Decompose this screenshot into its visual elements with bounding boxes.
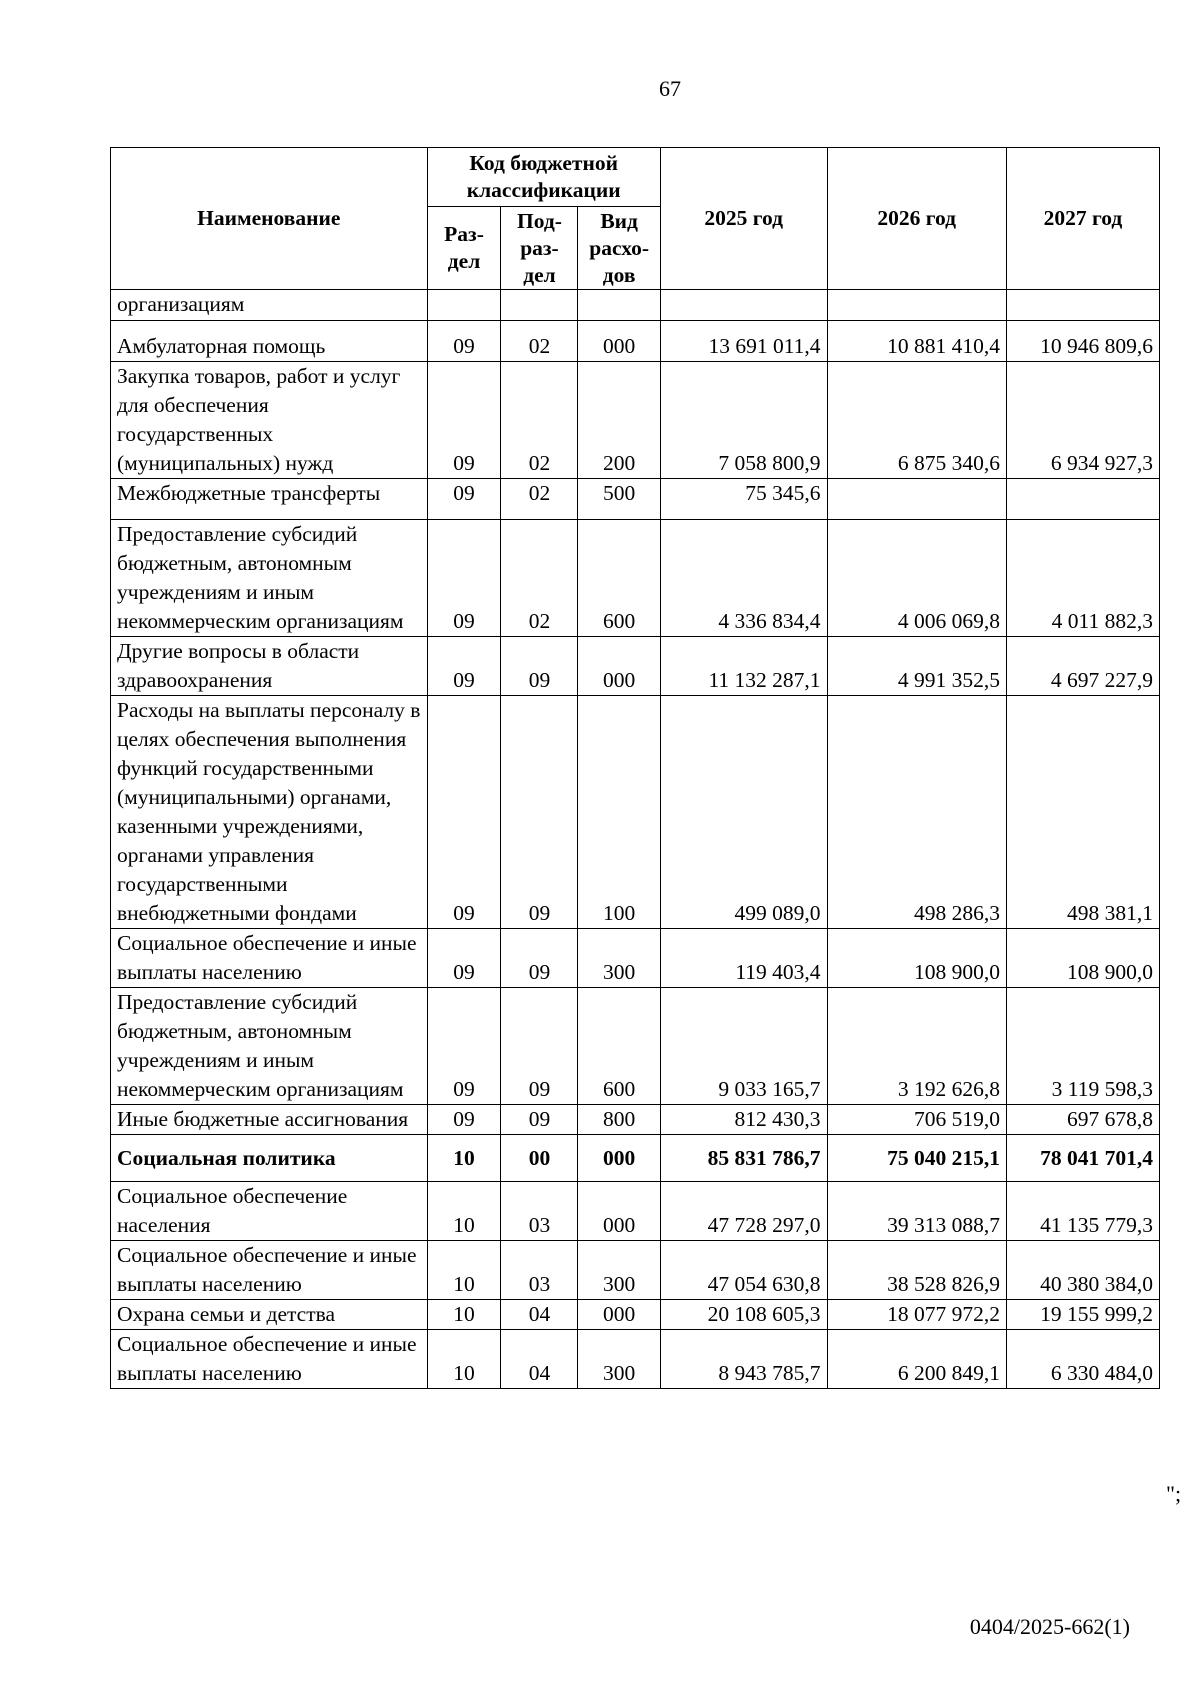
cell-name: Иные бюджетные ассигнования	[111, 1105, 428, 1135]
cell-section: 10	[427, 1135, 501, 1182]
cell-2027: 78 041 701,4	[1006, 1135, 1159, 1182]
cell-section: 09	[427, 929, 501, 988]
cell-2025: 13 691 011,4	[660, 321, 827, 362]
cell-subsection: 03	[501, 1241, 578, 1300]
table-row	[111, 321, 1160, 362]
cell-section: 09	[427, 479, 501, 520]
cell-2026: 3 192 626,8	[827, 988, 1006, 1105]
cell-2027: 697 678,8	[1006, 1105, 1159, 1135]
header-code-group: Код бюджетной классификации	[427, 148, 660, 207]
cell-subsection: 04	[501, 1330, 578, 1389]
cell-expense-type: 000	[578, 1182, 660, 1241]
table-row	[111, 520, 1160, 637]
table-row	[111, 1182, 1160, 1241]
cell-2027: 3 119 598,3	[1006, 988, 1159, 1105]
cell-2027: 6 330 484,0	[1006, 1330, 1159, 1389]
cell-name: Охрана семьи и детства	[111, 1300, 428, 1330]
cell-2026: 18 077 972,2	[827, 1300, 1006, 1330]
budget-table	[110, 147, 1160, 1389]
cell-2027: 6 934 927,3	[1006, 362, 1159, 479]
cell-2025: 47 054 630,8	[660, 1241, 827, 1300]
cell-name: Социальное обеспечение и иные выплаты населению	[111, 1241, 428, 1300]
cell-expense-type: 200	[578, 362, 660, 479]
table-row	[111, 1105, 1160, 1135]
cell-2027: 4 697 227,9	[1006, 637, 1159, 696]
cell-section: 09	[427, 988, 501, 1105]
cell-section: 10	[427, 1182, 501, 1241]
cell-2027: 498 381,1	[1006, 696, 1159, 929]
cell-section: 09	[427, 637, 501, 696]
cell-name: Предоставление субсидий бюджетным, автономным учреждениям и иным некоммерческим организациям	[111, 988, 428, 1105]
cell-name: Социальное обеспечение и иные выплаты населению	[111, 1330, 428, 1389]
header-2026: 2026 год	[827, 148, 1006, 290]
cell-section: 09	[427, 520, 501, 637]
cell-2025: 7 058 800,9	[660, 362, 827, 479]
cell-name: Социальное обеспечение населения	[111, 1182, 428, 1241]
header-2027: 2027 год	[1006, 148, 1159, 290]
table-row	[111, 1241, 1160, 1300]
cell-section: 10	[427, 1300, 501, 1330]
cell-subsection: 04	[501, 1300, 578, 1330]
cell-2025: 9 033 165,7	[660, 988, 827, 1105]
cell-2026	[827, 479, 1006, 520]
header-section: Раз- дел	[427, 207, 501, 290]
table-row	[111, 637, 1160, 696]
cell-2027: 4 011 882,3	[1006, 520, 1159, 637]
cell-subsection: 09	[501, 1105, 578, 1135]
table-row	[111, 362, 1160, 479]
cell-2026: 4 991 352,5	[827, 637, 1006, 696]
cell-2026: 75 040 215,1	[827, 1135, 1006, 1182]
cell-subsection: 09	[501, 988, 578, 1105]
cell-2026: 6 200 849,1	[827, 1330, 1006, 1389]
cell-empty	[427, 290, 501, 321]
cell-name: Межбюджетные трансферты	[111, 479, 428, 520]
cell-expense-type: 100	[578, 696, 660, 929]
cell-name: Социальное обеспечение и иные выплаты населению	[111, 929, 428, 988]
cell-expense-type: 600	[578, 520, 660, 637]
cell-name: Другие вопросы в области здравоохранения	[111, 637, 428, 696]
cell-2026: 4 006 069,8	[827, 520, 1006, 637]
cell-2026: 706 519,0	[827, 1105, 1006, 1135]
cell-2025: 85 831 786,7	[660, 1135, 827, 1182]
cell-expense-type: 000	[578, 1135, 660, 1182]
cell-2026: 498 286,3	[827, 696, 1006, 929]
cell-2027: 19 155 999,2	[1006, 1300, 1159, 1330]
cell-2027: 10 946 809,6	[1006, 321, 1159, 362]
cell-2025: 8 943 785,7	[660, 1330, 827, 1389]
cell-section: 10	[427, 1330, 501, 1389]
cell-section: 09	[427, 362, 501, 479]
cell-expense-type: 800	[578, 1105, 660, 1135]
cell-name: Предоставление субсидий бюджетным, автономным учреждениям и иным некоммерческим организациям	[111, 520, 428, 637]
cell-2025: 20 108 605,3	[660, 1300, 827, 1330]
cell-subsection: 02	[501, 479, 578, 520]
cell-empty	[578, 290, 660, 321]
cell-2025: 812 430,3	[660, 1105, 827, 1135]
cell-empty	[1006, 290, 1159, 321]
cell-2027: 40 380 384,0	[1006, 1241, 1159, 1300]
cell-expense-type: 600	[578, 988, 660, 1105]
header-2025: 2025 год	[660, 148, 827, 290]
cell-2025: 499 089,0	[660, 696, 827, 929]
cell-2027: 108 900,0	[1006, 929, 1159, 988]
cell-2025: 75 345,6	[660, 479, 827, 520]
closing-quote-mark: ";	[1166, 1481, 1182, 1506]
cell-section: 09	[427, 696, 501, 929]
cell-subsection: 00	[501, 1135, 578, 1182]
cell-subsection: 02	[501, 321, 578, 362]
cell-name: Закупка товаров, работ и услуг для обеспечения государственных (муниципальных) нужд	[111, 362, 428, 479]
cell-expense-type: 300	[578, 1330, 660, 1389]
cell-subsection: 09	[501, 637, 578, 696]
cell-2025: 47 728 297,0	[660, 1182, 827, 1241]
cell-subsection: 02	[501, 362, 578, 479]
document-code: 0404/2025-662(1)	[969, 1614, 1130, 1639]
cell-subsection: 09	[501, 696, 578, 929]
cell-2026: 38 528 826,9	[827, 1241, 1006, 1300]
cell-name: Социальная политика	[111, 1135, 428, 1182]
cell-2027	[1006, 479, 1159, 520]
cell-subsection: 03	[501, 1182, 578, 1241]
cell-name: организациям	[111, 290, 428, 321]
table-row	[111, 696, 1160, 929]
cell-expense-type: 300	[578, 1241, 660, 1300]
cell-empty	[660, 290, 827, 321]
cell-2025: 4 336 834,4	[660, 520, 827, 637]
cell-expense-type: 000	[578, 637, 660, 696]
cell-section: 10	[427, 1241, 501, 1300]
table-row	[111, 479, 1160, 520]
cell-2027: 41 135 779,3	[1006, 1182, 1159, 1241]
cell-2025: 119 403,4	[660, 929, 827, 988]
cell-empty	[827, 290, 1006, 321]
table-row	[111, 1300, 1160, 1330]
table-row	[111, 929, 1160, 988]
cell-expense-type: 300	[578, 929, 660, 988]
cell-section: 09	[427, 321, 501, 362]
cell-subsection: 02	[501, 520, 578, 637]
table-row	[111, 988, 1160, 1105]
cell-2026: 108 900,0	[827, 929, 1006, 988]
page-number: 67	[659, 76, 681, 101]
cell-subsection: 09	[501, 929, 578, 988]
cell-2026: 6 875 340,6	[827, 362, 1006, 479]
cell-2026: 39 313 088,7	[827, 1182, 1006, 1241]
cell-2026: 10 881 410,4	[827, 321, 1006, 362]
cell-name: Амбулаторная помощь	[111, 321, 428, 362]
cell-empty	[501, 290, 578, 321]
header-name: Наименование	[111, 148, 428, 290]
cell-section: 09	[427, 1105, 501, 1135]
cell-name: Расходы на выплаты персоналу в целях обеспечения выполнения функций государственными (муниципальными) органами, казенными учреждениями, органами управления государственными внебюджетными фондами	[111, 696, 428, 929]
table-row	[111, 1330, 1160, 1389]
cell-expense-type: 500	[578, 479, 660, 520]
table-row-continuation	[111, 290, 1160, 321]
table-row-section-total	[111, 1135, 1160, 1182]
cell-expense-type: 000	[578, 321, 660, 362]
cell-expense-type: 000	[578, 1300, 660, 1330]
cell-2025: 11 132 287,1	[660, 637, 827, 696]
header-expense-type: Вид расхо- дов	[578, 207, 660, 290]
header-subsection: Под- раз- дел	[501, 207, 578, 290]
